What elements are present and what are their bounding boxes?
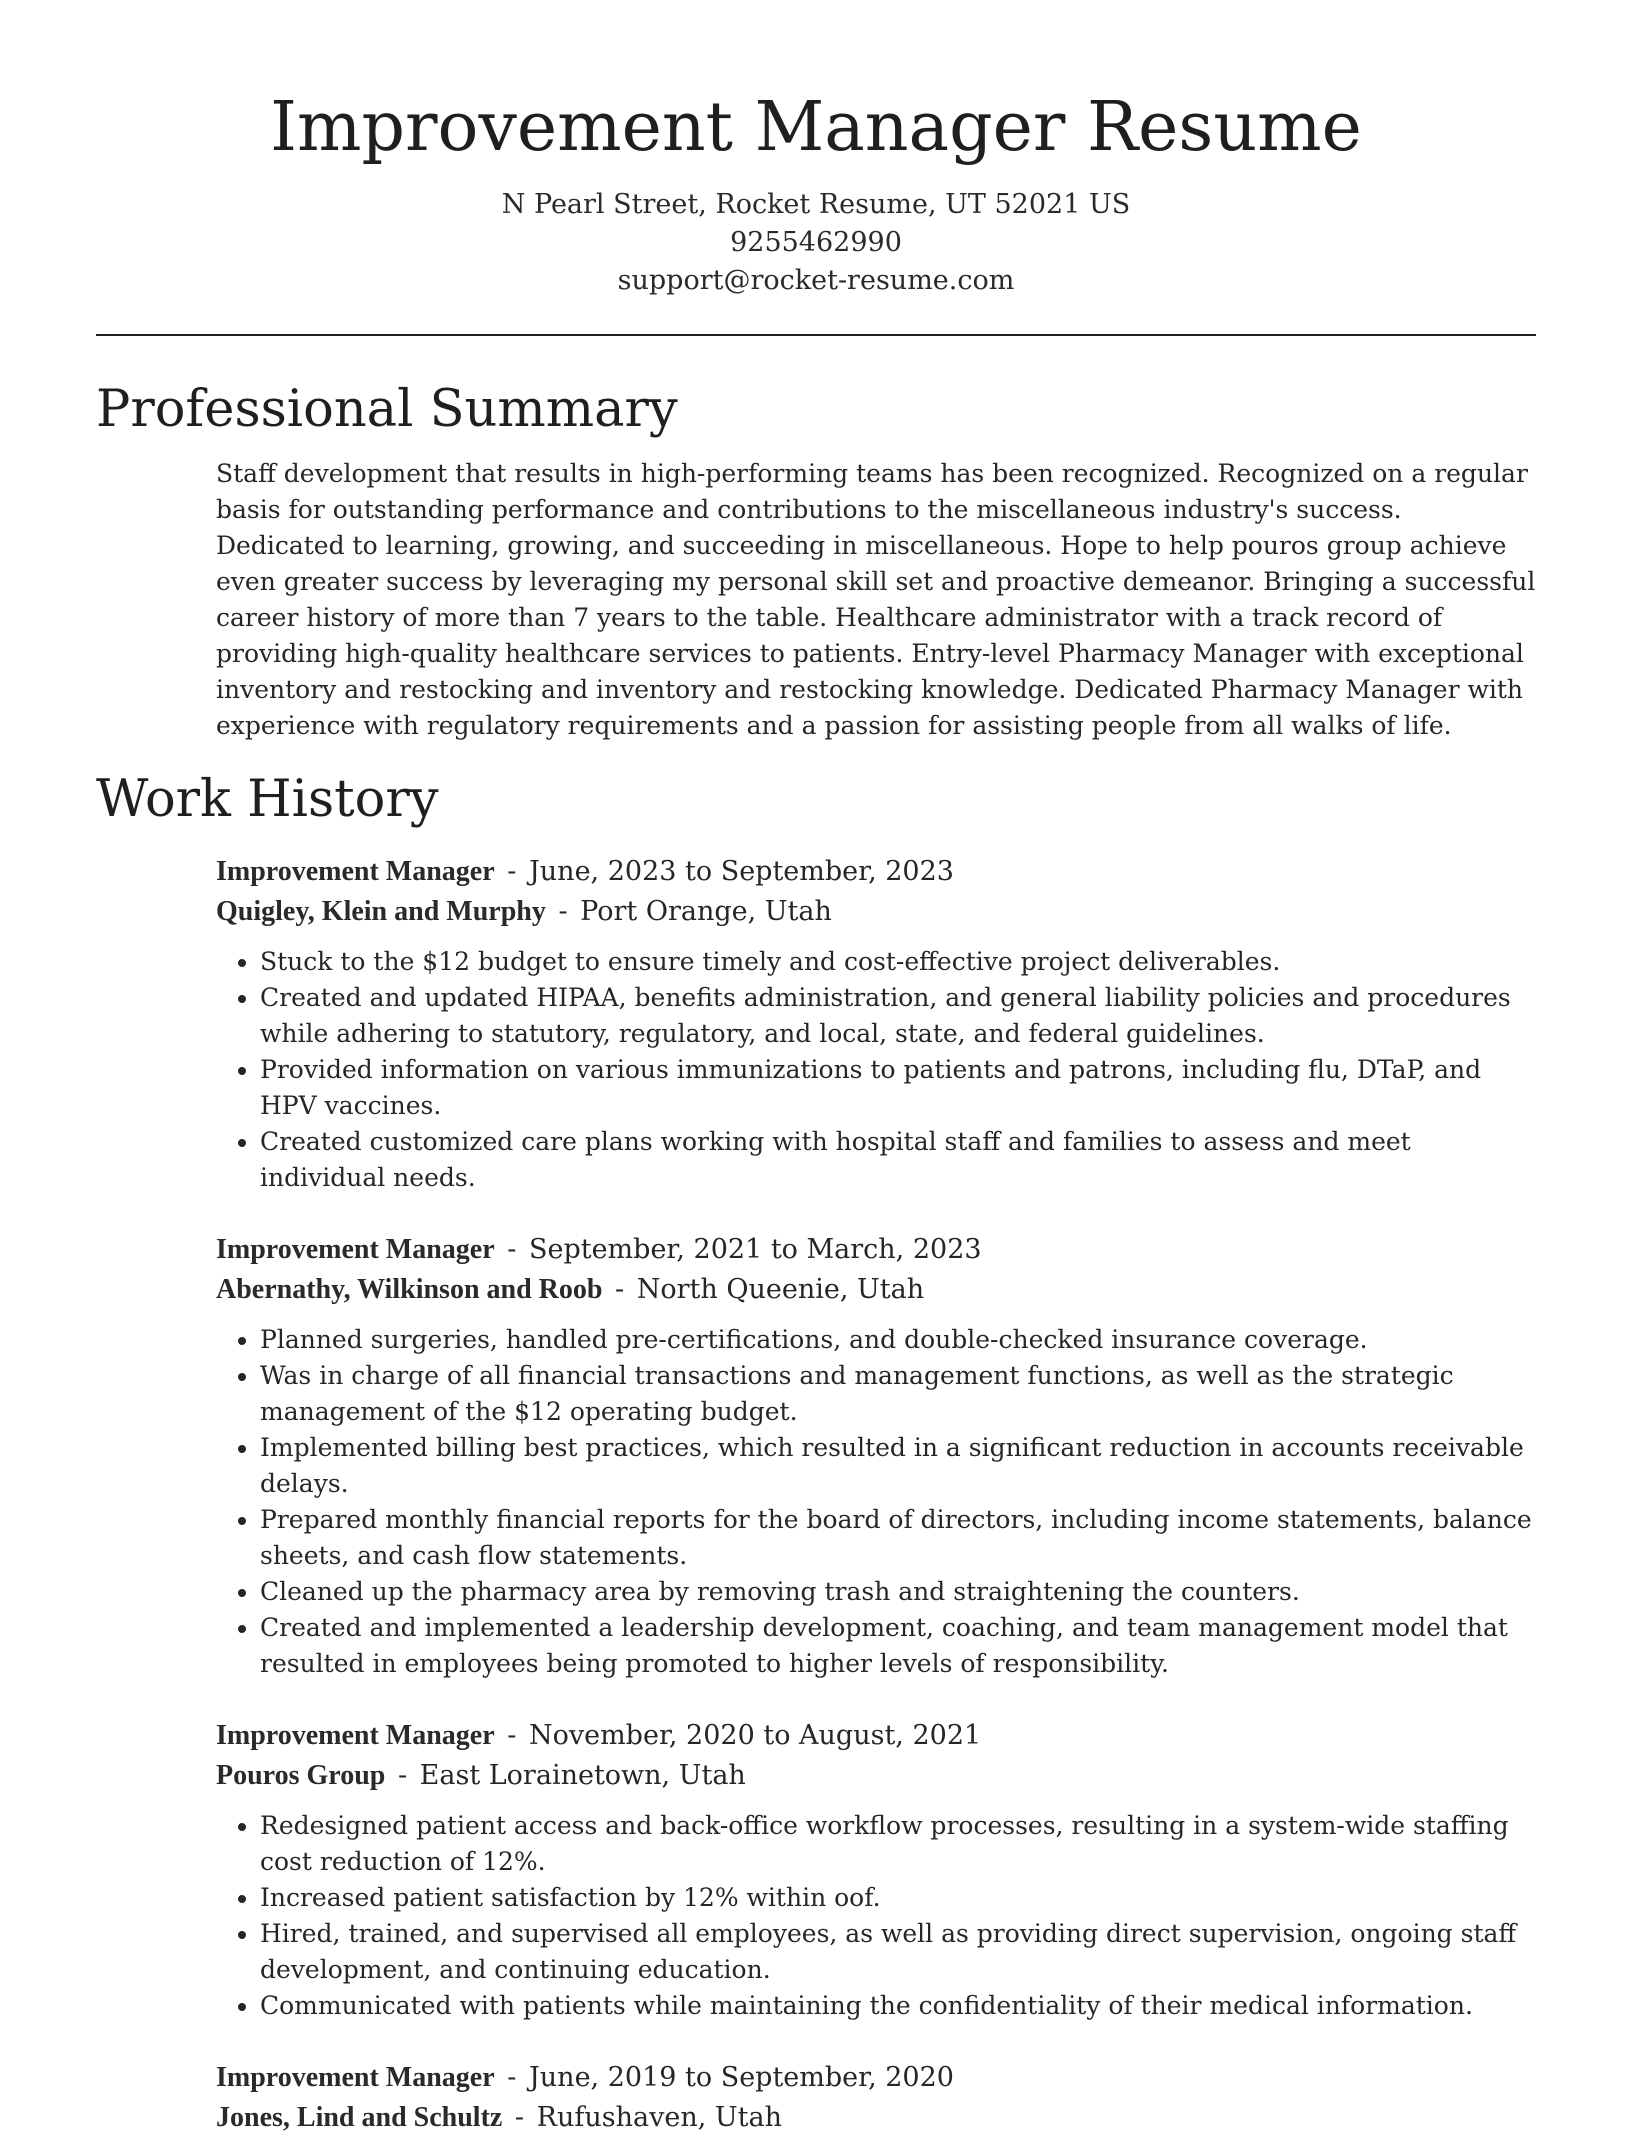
bullet-item: • Communicated with patients while maintaining the confidentiality of their medical information. bbox=[260, 1988, 1536, 2024]
bullet-item: • Redesigned patient access and back-office workflow processes, resulting in a system-wide staffing cost reduction of 12%. bbox=[260, 1808, 1536, 1880]
job-dates: November, 2020 to August, 2021 bbox=[528, 1720, 982, 1751]
separator: - bbox=[558, 896, 568, 927]
bullet-item: • Created and implemented a leadership development, coaching, and team management model that resulted in employees being promoted to higher levels of responsibility. bbox=[260, 1610, 1536, 1682]
job-bullets bbox=[216, 1808, 1536, 2024]
job-location: East Lorainetown, Utah bbox=[419, 1760, 746, 1791]
job-entry bbox=[216, 2058, 1536, 2138]
job-company-line bbox=[216, 1756, 1536, 1796]
bullet-item: • Stuck to the $12 budget to ensure timely and cost-effective project deliverables. bbox=[260, 944, 1536, 980]
separator: - bbox=[507, 1720, 517, 1751]
separator: - bbox=[397, 1760, 408, 1791]
job-company-line bbox=[216, 892, 1536, 932]
bullet-item: • Provided information on various immunizations to patients and patrons, including flu, DTaP, and HPV vaccines. bbox=[260, 1052, 1536, 1124]
bullet-item: • Implemented billing best practices, which resulted in a significant reduction in accounts receivable delays. bbox=[260, 1430, 1536, 1502]
separator: - bbox=[507, 856, 517, 887]
job-entry bbox=[216, 852, 1536, 1196]
job-dates: September, 2021 to March, 2023 bbox=[528, 1234, 982, 1265]
bullet-item: • Increased patient satisfaction by 12% within oof. bbox=[260, 1880, 1536, 1916]
job-title: Improvement Manager bbox=[216, 1720, 495, 1751]
job-entry bbox=[216, 1716, 1536, 2024]
bullet-item: • Hired, trained, and supervised all employees, as well as providing direct supervision, ongoing staff development, and continuing education. bbox=[260, 1916, 1536, 1988]
job-title-line bbox=[216, 2058, 1536, 2098]
job-title: Improvement Manager bbox=[216, 2062, 495, 2093]
summary-heading: Professional Summary bbox=[96, 380, 678, 439]
job-location: North Queenie, Utah bbox=[636, 1274, 925, 1305]
resume-title: Improvement Manager Resume bbox=[270, 88, 1362, 167]
job-bullets bbox=[216, 1322, 1536, 1682]
resume-header bbox=[96, 0, 1536, 300]
job-company: Pouros Group bbox=[216, 1760, 386, 1791]
bullet-item: • Prepared monthly financial reports for the board of directors, including income statements, balance sheets, and cash flow statements. bbox=[260, 1502, 1536, 1574]
job-company-line bbox=[216, 2098, 1536, 2138]
contact-email: support@rocket-resume.com bbox=[617, 265, 1015, 296]
contact-info bbox=[96, 186, 1536, 300]
job-company-line bbox=[216, 1270, 1536, 1310]
job-dates: June, 2019 to September, 2020 bbox=[528, 2062, 954, 2093]
contact-address: N Pearl Street, Rocket Resume, UT 52021 US bbox=[501, 189, 1131, 220]
job-entry bbox=[216, 1230, 1536, 1682]
job-location: Port Orange, Utah bbox=[580, 896, 832, 927]
job-title-line bbox=[216, 1716, 1536, 1756]
resume-page bbox=[96, 0, 1536, 2138]
bullet-item: • Created and updated HIPAA, benefits administration, and general liability policies and procedures while adhering to statutory, regulatory, and local, state, and federal guidelines. bbox=[260, 980, 1536, 1052]
separator: - bbox=[507, 1234, 517, 1265]
bullet-item: • Cleaned up the pharmacy area by removing trash and straightening the counters. bbox=[260, 1574, 1536, 1610]
work-history-heading: Work History bbox=[96, 770, 439, 829]
summary-text: Staff development that results in high-performing teams has been recognized. Recognized on a regular basis for outstanding performance and contributions to the miscellaneous industry's success. Dedicated to learning, growing, and succeeding in miscellaneous. Hope to help pouros group achieve even greater success by leveraging my personal skill set and proactive demeanor. Bringing a successful career history of more than 7 years to the table. Healthcare administrator with a track record of providing high-quality healthcare services to patients. Entry-level Pharmacy Manager with exceptional inventory and restocking and inventory and restocking knowledge. Dedicated Pharmacy Manager with experience with regulatory requirements and a passion for assisting people from all walks of life. bbox=[216, 459, 1536, 740]
job-title: Improvement Manager bbox=[216, 856, 495, 887]
job-location: Rufushaven, Utah bbox=[536, 2102, 782, 2133]
job-title: Improvement Manager bbox=[216, 1234, 495, 1265]
job-bullets bbox=[216, 944, 1536, 1196]
bullet-item: • Planned surgeries, handled pre-certifications, and double-checked insurance coverage. bbox=[260, 1322, 1536, 1358]
bullet-item: • Created customized care plans working with hospital staff and families to assess and meet individual needs. bbox=[260, 1124, 1536, 1196]
job-title-line bbox=[216, 1230, 1536, 1270]
job-company: Jones, Lind and Schultz bbox=[216, 2102, 503, 2133]
separator: - bbox=[615, 1274, 625, 1305]
job-company: Abernathy, Wilkinson and Roob bbox=[216, 1274, 603, 1305]
separator: - bbox=[514, 2102, 525, 2133]
bullet-item: • Was in charge of all financial transactions and management functions, as well as the strategic management of the $12 operating budget. bbox=[260, 1358, 1536, 1430]
job-dates: June, 2023 to September, 2023 bbox=[528, 856, 954, 887]
header-divider bbox=[96, 334, 1536, 336]
job-title-line bbox=[216, 852, 1536, 892]
separator: - bbox=[507, 2062, 517, 2093]
job-company: Quigley, Klein and Murphy bbox=[216, 896, 546, 927]
contact-phone: 9255462990 bbox=[730, 227, 902, 258]
